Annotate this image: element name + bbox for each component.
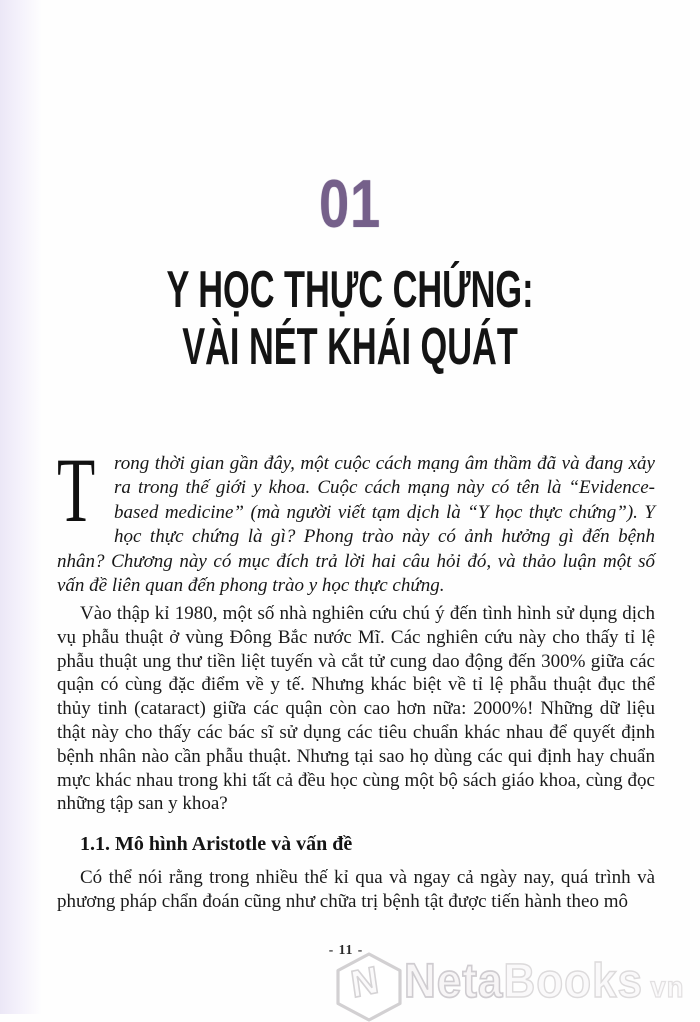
page-left-edge-shadow [0,0,42,1014]
drop-cap-letter: T [57,439,96,541]
section-heading-1-1: 1.1. Mô hình Aristotle và vấn đề [80,833,353,855]
brand-books: Books [503,955,643,1008]
netabooks-watermark [333,950,700,1020]
chapter-title [0,262,700,376]
paragraph-aristotle-model: Có thể nói rằng trong nhiều thế kỉ qua và ngay cả ngày nay, quá trình và phương pháp chẩn đoán cũng như chữa trị bệnh tật được tiến hành theo mô [57,867,655,912]
chapter-number: 01 [318,166,382,242]
netabooks-logo-n-icon: N [348,959,382,1007]
netabooks-brand-text [404,955,685,1012]
chapter-title-line-2: VÀI NÉT KHÁI QUÁT [182,318,518,376]
intro-paragraph [57,439,655,598]
brand-neta: Neta [404,955,504,1008]
page-number: - 11 - [328,942,364,957]
brand-tld: vn [650,971,685,1004]
chapter-title-line-1: Y HỌC THỰC CHỨNG: [166,261,534,319]
intro-paragraph-text: rong thời gian gần đây, một cuộc cách mạng âm thầm đã và đang xảy ra trong thế giới y khoa. Cuộc cách mạng này có tên là “Evidence-based medicine” (mà người viết tạm dịch là “Y học thực chứng”). Y học thực chứng là gì? Phong trào này có ảnh hưởng gì đến bệnh nhân? Chương này có mục đích trả lời hai câu hỏi đó, và thảo luận một số vấn đề liên quan đến phong trào y học thực chứng. [57,453,655,597]
paragraph-surgery-statistics: Vào thập kỉ 1980, một số nhà nghiên cứu chú ý đến tình hình sử dụng dịch vụ phẫu thuật ở vùng Đông Bắc nước Mĩ. Các nghiên cứu này cho thấy tỉ lệ phẫu thuật ung thư tiền liệt tuyến và cắt tử cung dao động đến 300% giữa các quận có cùng đặc điểm về y tế. Nhưng khác biệt về tỉ lệ phẫu thuật đục thể thủy tinh (cataract) giữa các quận còn cao hơn nữa: 2000%! Những dữ liệu thật này cho thấy các bác sĩ sử dụng các tiêu chuẩn khác nhau để quyết định bệnh nhân nào cần phẫu thuật. Nhưng tại sao họ dùng các qui định hay chuẩn mực khác nhau trong khi tất cả đều học cùng một bộ sách giáo khoa, cùng đọc những tập san y khoa? [57,603,655,815]
